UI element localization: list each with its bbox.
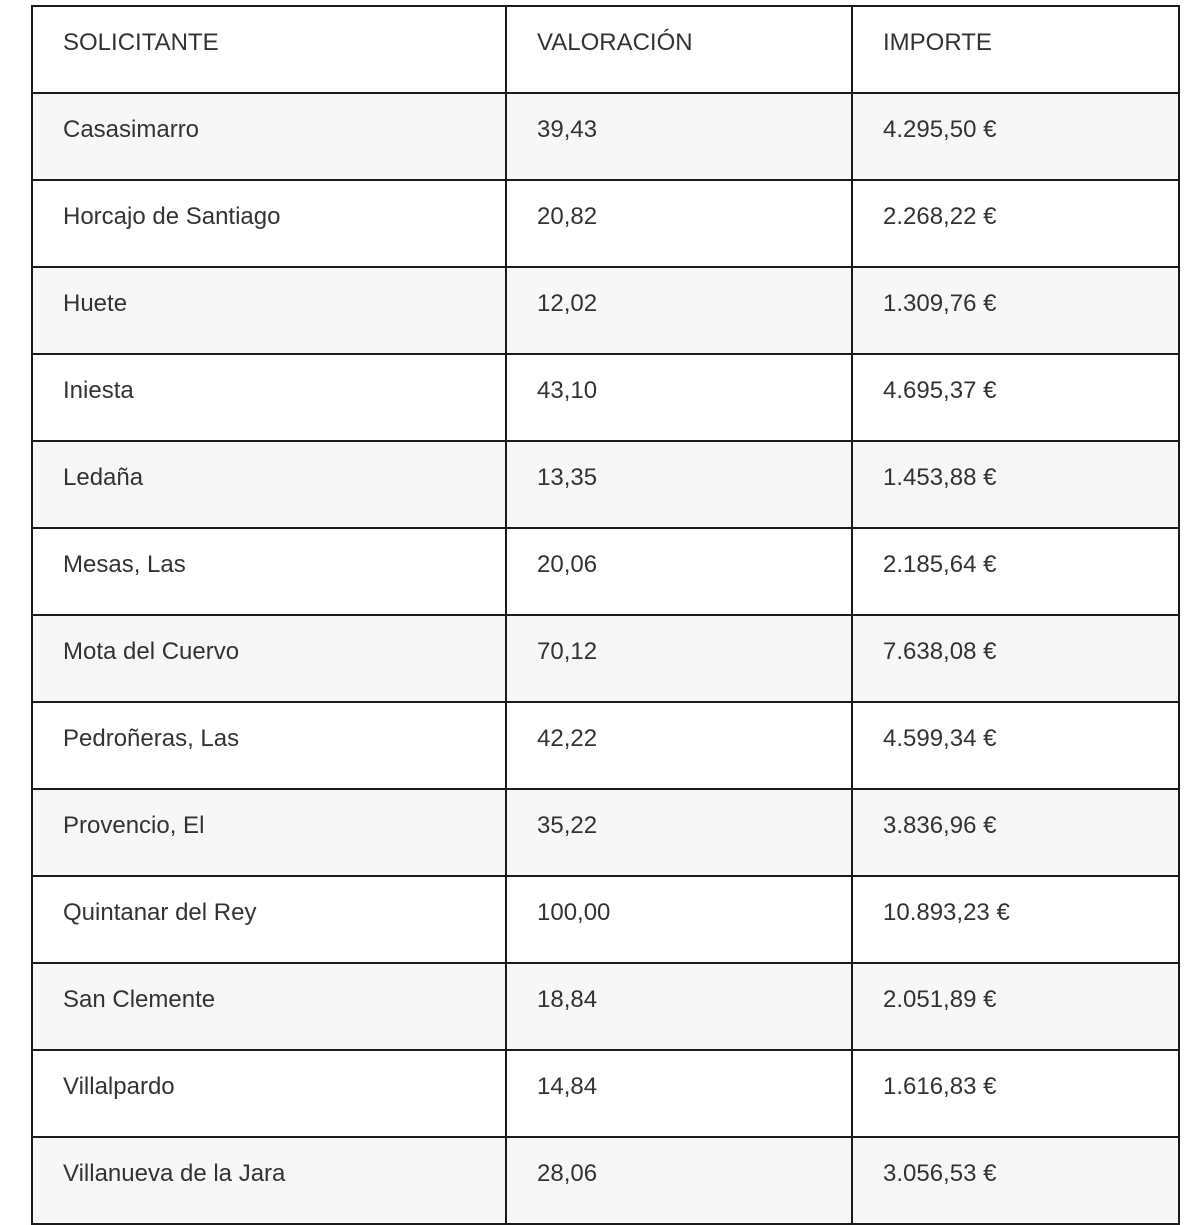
subsidies-table-container [31,5,1178,1225]
table-row [32,615,1179,702]
cell-importe: 1.616,83 € [852,1050,1179,1137]
cell-valoracion: 100,00 [506,876,852,963]
cell-solicitante: Mota del Cuervo [32,615,506,702]
column-header-valoracion: VALORACIÓN [506,6,852,93]
column-header-solicitante: SOLICITANTE [32,6,506,93]
cell-solicitante: Villalpardo [32,1050,506,1137]
table-row [32,528,1179,615]
table-row [32,93,1179,180]
cell-importe: 4.695,37 € [852,354,1179,441]
header-row [32,6,1179,93]
cell-valoracion: 39,43 [506,93,852,180]
cell-importe: 2.268,22 € [852,180,1179,267]
table-row [32,354,1179,441]
table-row [32,789,1179,876]
cell-valoracion: 35,22 [506,789,852,876]
cell-solicitante: Quintanar del Rey [32,876,506,963]
table-row [32,1137,1179,1224]
cell-importe: 4.599,34 € [852,702,1179,789]
table-body [32,93,1179,1224]
table-header [32,6,1179,93]
table-row [32,1050,1179,1137]
cell-valoracion: 70,12 [506,615,852,702]
table-row [32,963,1179,1050]
cell-importe: 2.185,64 € [852,528,1179,615]
cell-importe: 1.309,76 € [852,267,1179,354]
cell-importe: 3.056,53 € [852,1137,1179,1224]
cell-solicitante: Provencio, El [32,789,506,876]
cell-solicitante: Ledaña [32,441,506,528]
cell-valoracion: 12,02 [506,267,852,354]
cell-solicitante: San Clemente [32,963,506,1050]
cell-solicitante: Pedroñeras, Las [32,702,506,789]
cell-valoracion: 18,84 [506,963,852,1050]
column-header-importe: IMPORTE [852,6,1179,93]
cell-solicitante: Huete [32,267,506,354]
cell-importe: 4.295,50 € [852,93,1179,180]
cell-valoracion: 43,10 [506,354,852,441]
cell-solicitante: Horcajo de Santiago [32,180,506,267]
cell-valoracion: 20,82 [506,180,852,267]
cell-solicitante: Iniesta [32,354,506,441]
cell-valoracion: 20,06 [506,528,852,615]
table-row [32,180,1179,267]
table-row [32,702,1179,789]
cell-importe: 7.638,08 € [852,615,1179,702]
cell-solicitante: Villanueva de la Jara [32,1137,506,1224]
cell-importe: 2.051,89 € [852,963,1179,1050]
cell-solicitante: Casasimarro [32,93,506,180]
cell-importe: 3.836,96 € [852,789,1179,876]
subsidies-table [31,5,1180,1225]
cell-importe: 1.453,88 € [852,441,1179,528]
table-row [32,441,1179,528]
cell-solicitante: Mesas, Las [32,528,506,615]
table-row [32,876,1179,963]
cell-valoracion: 28,06 [506,1137,852,1224]
table-row [32,267,1179,354]
cell-valoracion: 13,35 [506,441,852,528]
cell-valoracion: 42,22 [506,702,852,789]
cell-valoracion: 14,84 [506,1050,852,1137]
cell-importe: 10.893,23 € [852,876,1179,963]
